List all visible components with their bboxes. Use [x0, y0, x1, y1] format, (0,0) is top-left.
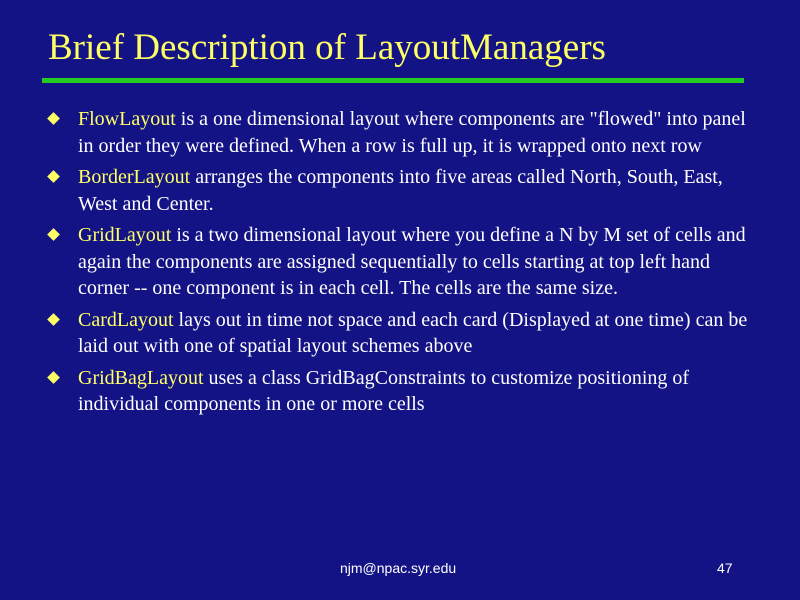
bullet-diamond-icon [47, 371, 60, 384]
page-number: 47 [717, 560, 733, 576]
bullet-item [48, 307, 748, 360]
bullet-text: uses a class GridBagConstraints to customize positioning of individual components in one or more cells [78, 366, 690, 415]
bullet-text: is a two dimensional layout where you define a N by M set of cells and again the components are assigned sequentially to cells starting at top left hand corner -- one component is in each cell. The cells are the same size. [78, 224, 746, 299]
slide-title: Brief Description of LayoutManagers [48, 27, 606, 68]
bullet-text: is a one dimensional layout where components are "flowed" into panel in order they were defined. When a row is full up, it is wrapped onto next row [78, 108, 746, 157]
footer-email: njm@npac.syr.edu [340, 560, 457, 576]
bullet-keyword: BorderLayout [78, 166, 191, 188]
bullet-diamond-icon [47, 313, 60, 326]
bullet-diamond-icon [47, 170, 60, 183]
bullet-diamond-icon [47, 112, 60, 125]
bullet-keyword: CardLayout [78, 308, 174, 331]
bullet-list [48, 106, 748, 423]
bullet-item [48, 222, 748, 302]
bullet-item [48, 164, 748, 217]
bullet-keyword: FlowLayout [78, 108, 176, 130]
bullet-item [48, 365, 748, 418]
bullet-diamond-icon [47, 228, 60, 241]
bullet-text: lays out in time not space and each card (Displayed at one time) can be laid out with one of spatial layout schemes above [78, 308, 748, 357]
bullet-keyword: GridLayout [78, 224, 172, 246]
bullet-item [48, 106, 748, 159]
title-divider [42, 78, 744, 83]
bullet-keyword: GridBagLayout [78, 366, 204, 389]
bullet-text: arranges the components into five areas called North, South, East, West and Center. [78, 166, 723, 215]
